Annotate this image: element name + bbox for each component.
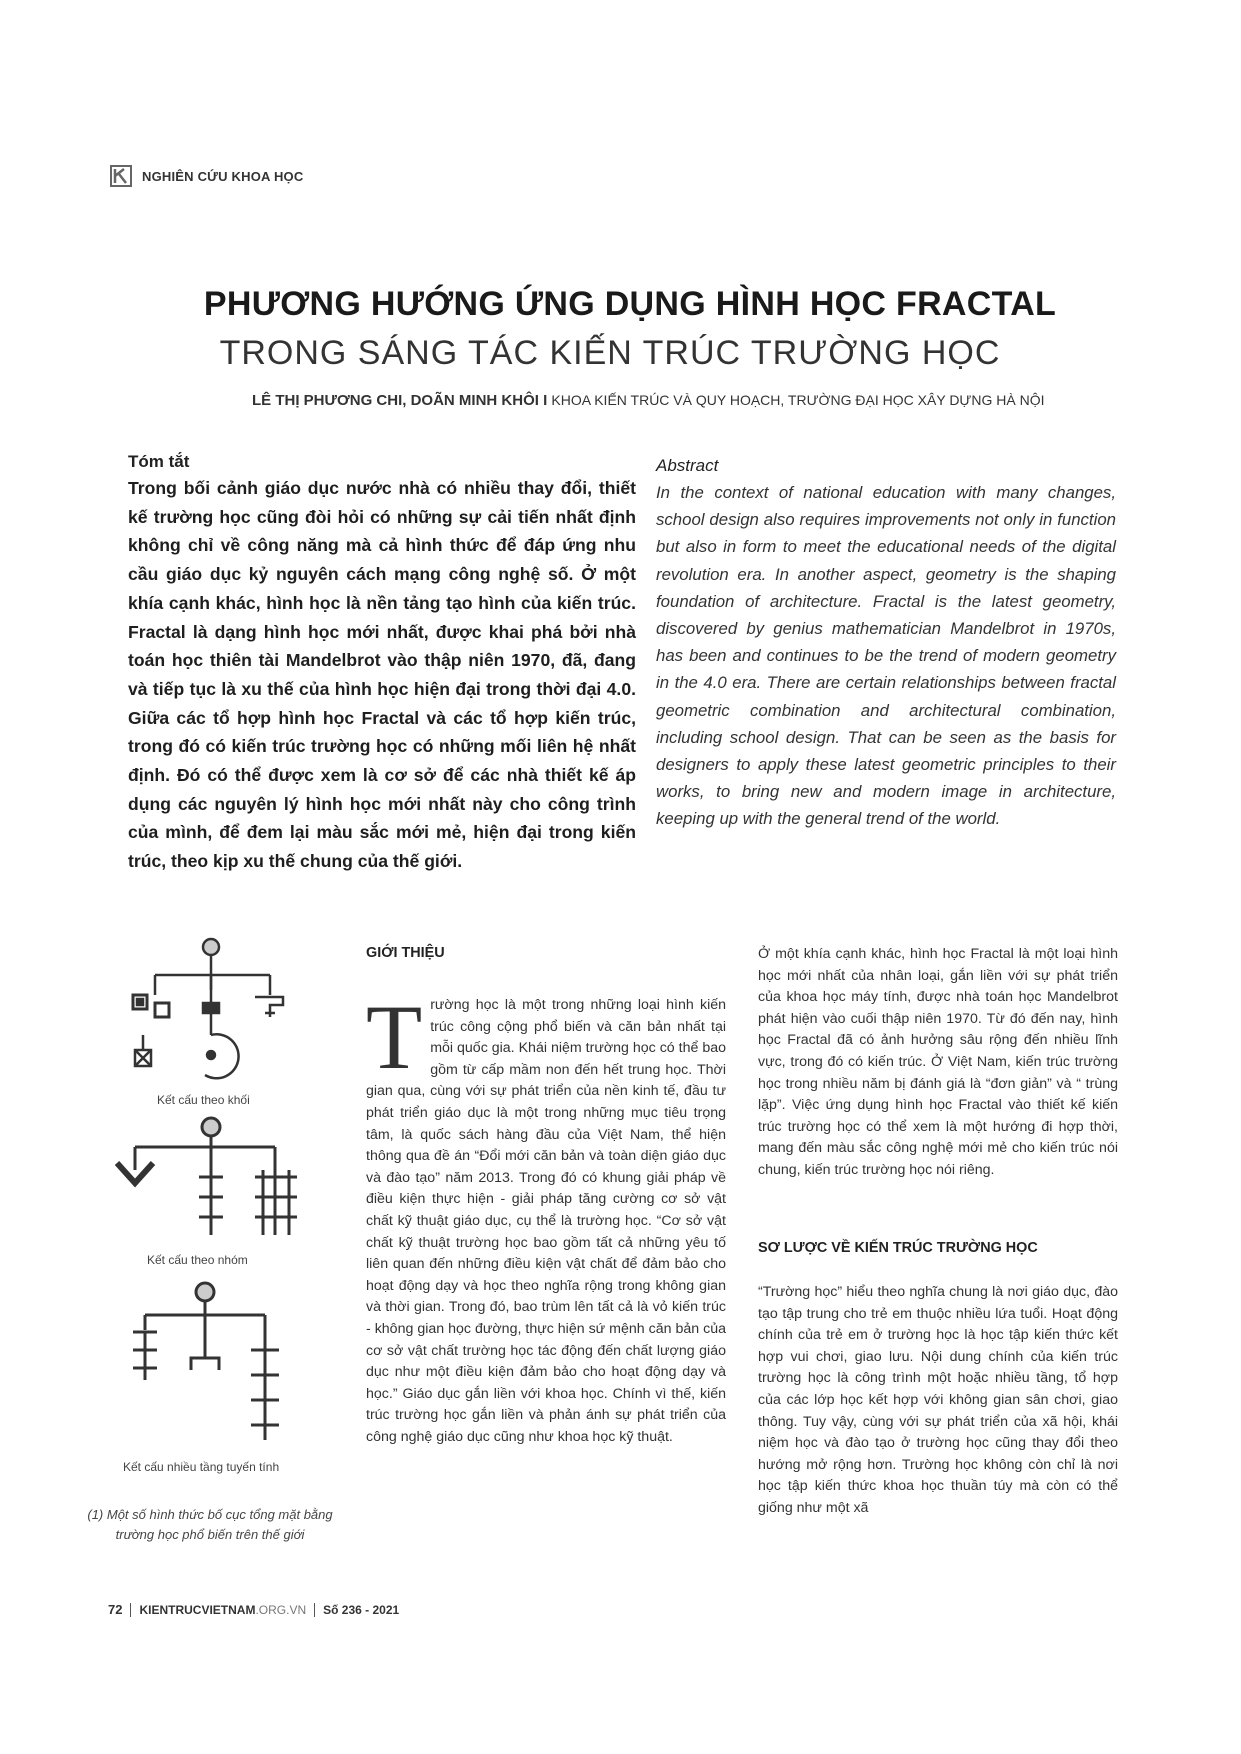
figure-layout-diagrams xyxy=(105,935,345,1495)
abstract-english xyxy=(656,456,1116,833)
article-title-line1: PHƯƠNG HƯỚNG ỨNG DỤNG HÌNH HỌC FRACTAL xyxy=(203,285,1057,323)
byline-separator: I xyxy=(538,392,552,409)
page-footer xyxy=(108,1602,399,1617)
col2-paragraph-2: “Trường học” hiểu theo nghĩa chung là nơi giáo dục, đào tạo tập trung cho trẻ em thuộc nhiều lứa tuổi. Hoạt động chính của trẻ em ở trường học là học tập kiến thức kết hợp vui chơi, giao lưu. Nội dung chính của kiến trúc trường học là công trình một hoặc nhiều tầng, tổ hợp của các lớp học kết hợp với không gian sân chơi, giao thông. Tuy vậy, cùng với sự phát triển của xã hội, khái niệm học và đào tạo ở trường học cũng thay đổi theo hướng mở rộng hơn. Trường học không còn chỉ là nơi học tập kiến thức khoa học thuần túy mà còn có thể giống như một xã xyxy=(758,1284,1118,1516)
figure-label-3: Kết cấu nhiều tầng tuyến tính xyxy=(123,1460,280,1474)
abstract-vn-heading: Tóm tắt xyxy=(128,452,190,471)
figure-label-1: Kết cấu theo khối xyxy=(157,1093,250,1107)
block-structure-diagram xyxy=(105,935,345,1085)
intro-paragraph: rường học là một trong những loại hình kiến trúc công cộng phổ biến và căn bản nhất tại mỗi quốc gia. Khái niệm trường học có thể bao gồm từ cấp mầm non đến hết trung học. Thời gian qua, cùng với sự phát triển của nền kinh tế, đầu tư phát triển giáo dục là một trong những mục tiêu trọng tâm, là quốc sách hàng đầu của Việt Nam, thể hiện thông qua đề án “Đổi mới căn bản và toàn diện giáo dục và đào tạo” năm 2013. Trong đó có khung giải pháp về điều kiện thực hiện - giải pháp tăng cường cơ sở vật chất kỹ thuật giáo dục, cụ thể là trường học. “Cơ sở vật chất kỹ thuật trường học bao gồm tất cả những yêu tố liên quan đến những điều kiện vật chất để đảm bảo cho hoạt động dạy và học theo nghĩa rộng trong không gian và thời gian. Trong đó, bao trùm lên tất cả là vỏ kiến trúc - không gian học đường, thực hiện sứ mệnh căn bản của cơ sở vật chất trường học tác động đến chất lượng giáo dục như một điều kiện đảm bảo cho hoạt động dạy và học.” Giáo dục gắn liền với khoa học. Chính vì thế, kiến trúc trường học gắn liền và phản ánh sự phát triển của công nghệ giáo dục cũng như khoa học kỹ thuật. xyxy=(366,997,726,1445)
intro-heading: GIỚI THIỆU xyxy=(366,945,445,961)
section-label: NGHIÊN CỨU KHOA HỌC xyxy=(142,168,304,184)
abstract-vn-text: Trong bối cảnh giáo dục nước nhà có nhiều thay đổi, thiết kế trường học cũng đòi hỏi có những sự cải tiến nhất định không chỉ về công năng mà cả hình thức để đáp ứng nhu cầu giáo dục kỷ nguyên cách mạng công nghệ số. Ở một khía cạnh khác, hình học là nền tảng tạo hình của kiến trúc. Fractal là dạng hình học mới nhất, được khai phá bởi nhà toán học thiên tài Mandelbrot vào thập niên 1970, đã, đang và tiếp tục là xu thế của hình học hiện đại trong thời đại 4.0. Giữa các tổ hợp hình học Fractal và các tổ hợp kiến trúc, trong đó có kiến trúc trường học có những mối liên hệ nhất định. Đó có thể được xem là cơ sở để các nhà thiết kế áp dụng các nguyên lý hình học mới nhất này cho công trình của mình, để đem lại màu sắc mới mẻ, hiện đại trong kiến trúc, theo kịp xu thế chung của thế giới. xyxy=(128,478,636,872)
website-domain: .ORG.VN xyxy=(255,1602,307,1617)
abstract-en-text: In the context of national education with many changes, school design also requires improvements not only in function but also in form to meet the educational needs of the digital revolution era. In another aspect, geometry is the shaping foundation of architecture. Fractal is the latest geometry, discovered by genius mathematician Mandelbrot in 1970s, has been and continues to be the trend of modern geometry in the 4.0 era. There are certain relationships between fractal geometric combination and architectural combination, including school design. That can be seen as the basis for designers to apply these latest geometric principles to their works, to bring new and modern image in architecture, keeping up with the general trend of the world. xyxy=(656,483,1116,829)
footer-divider xyxy=(314,1603,315,1617)
intro-text xyxy=(366,986,726,1448)
byline xyxy=(252,392,1045,409)
affiliation: KHOA KIẾN TRÚC VÀ QUY HOẠCH, TRƯỜNG ĐẠI HỌC XÂY DỰNG HÀ NỘI xyxy=(551,392,1045,408)
article-title-line2: TRONG SÁNG TÁC KIẾN TRÚC TRƯỜNG HỌC xyxy=(219,334,1001,372)
section-header xyxy=(110,165,303,187)
linear-multistorey-diagram xyxy=(105,1280,345,1450)
page-number: 72 xyxy=(108,1602,123,1617)
website xyxy=(139,1603,306,1617)
drop-cap: T xyxy=(366,986,423,1088)
figure-caption: (1) Một số hình thức bố cục tổng mặt bằng trường học phổ biến trên thế giới xyxy=(87,1507,333,1542)
issue-number: Số 236 - 2021 xyxy=(323,1602,400,1617)
figure-label-2: Kết cấu theo nhóm xyxy=(147,1253,248,1267)
abstract-vietnamese xyxy=(128,452,636,876)
group-structure-diagram xyxy=(105,1115,345,1245)
section-heading-school-architecture: SƠ LƯỢC VỀ KIẾN TRÚC TRƯỜNG HỌC xyxy=(758,1240,1038,1256)
website-name: KIENTRUCVIETNAM xyxy=(139,1602,256,1617)
col2-paragraph-1: Ở một khía cạnh khác, hình học Fractal là một loại hình học mới nhất của nhân loại, gắn liền với sự phát triển của khoa học máy tính, được nhà toán học Mandelbrot phát hiện vào cuối thập niên 1970. Từ đó đến nay, hình học Fractal đã có ảnh hưởng sâu rộng đến nhiều lĩnh vực, trong đó có kiến trúc. Ở Việt Nam, kiến trúc trường học trong nhiều năm bị đánh giá là “đơn giản” và “ trùng lặp”. Việc ứng dụng hình học Fractal vào thiết kế kiến trúc trường học có thể xem là một hướng đi hợp thời, mang đến màu sắc công nghệ mới mẻ cho kiến trúc nói chung, kiến trúc trường học nói riêng. xyxy=(758,946,1118,1178)
authors: LÊ THỊ PHƯƠNG CHI, DOÃN MINH KHÔI xyxy=(252,392,539,409)
abstract-en-heading: Abstract xyxy=(656,456,719,475)
magazine-logo-icon xyxy=(110,165,132,187)
footer-divider xyxy=(130,1603,131,1617)
